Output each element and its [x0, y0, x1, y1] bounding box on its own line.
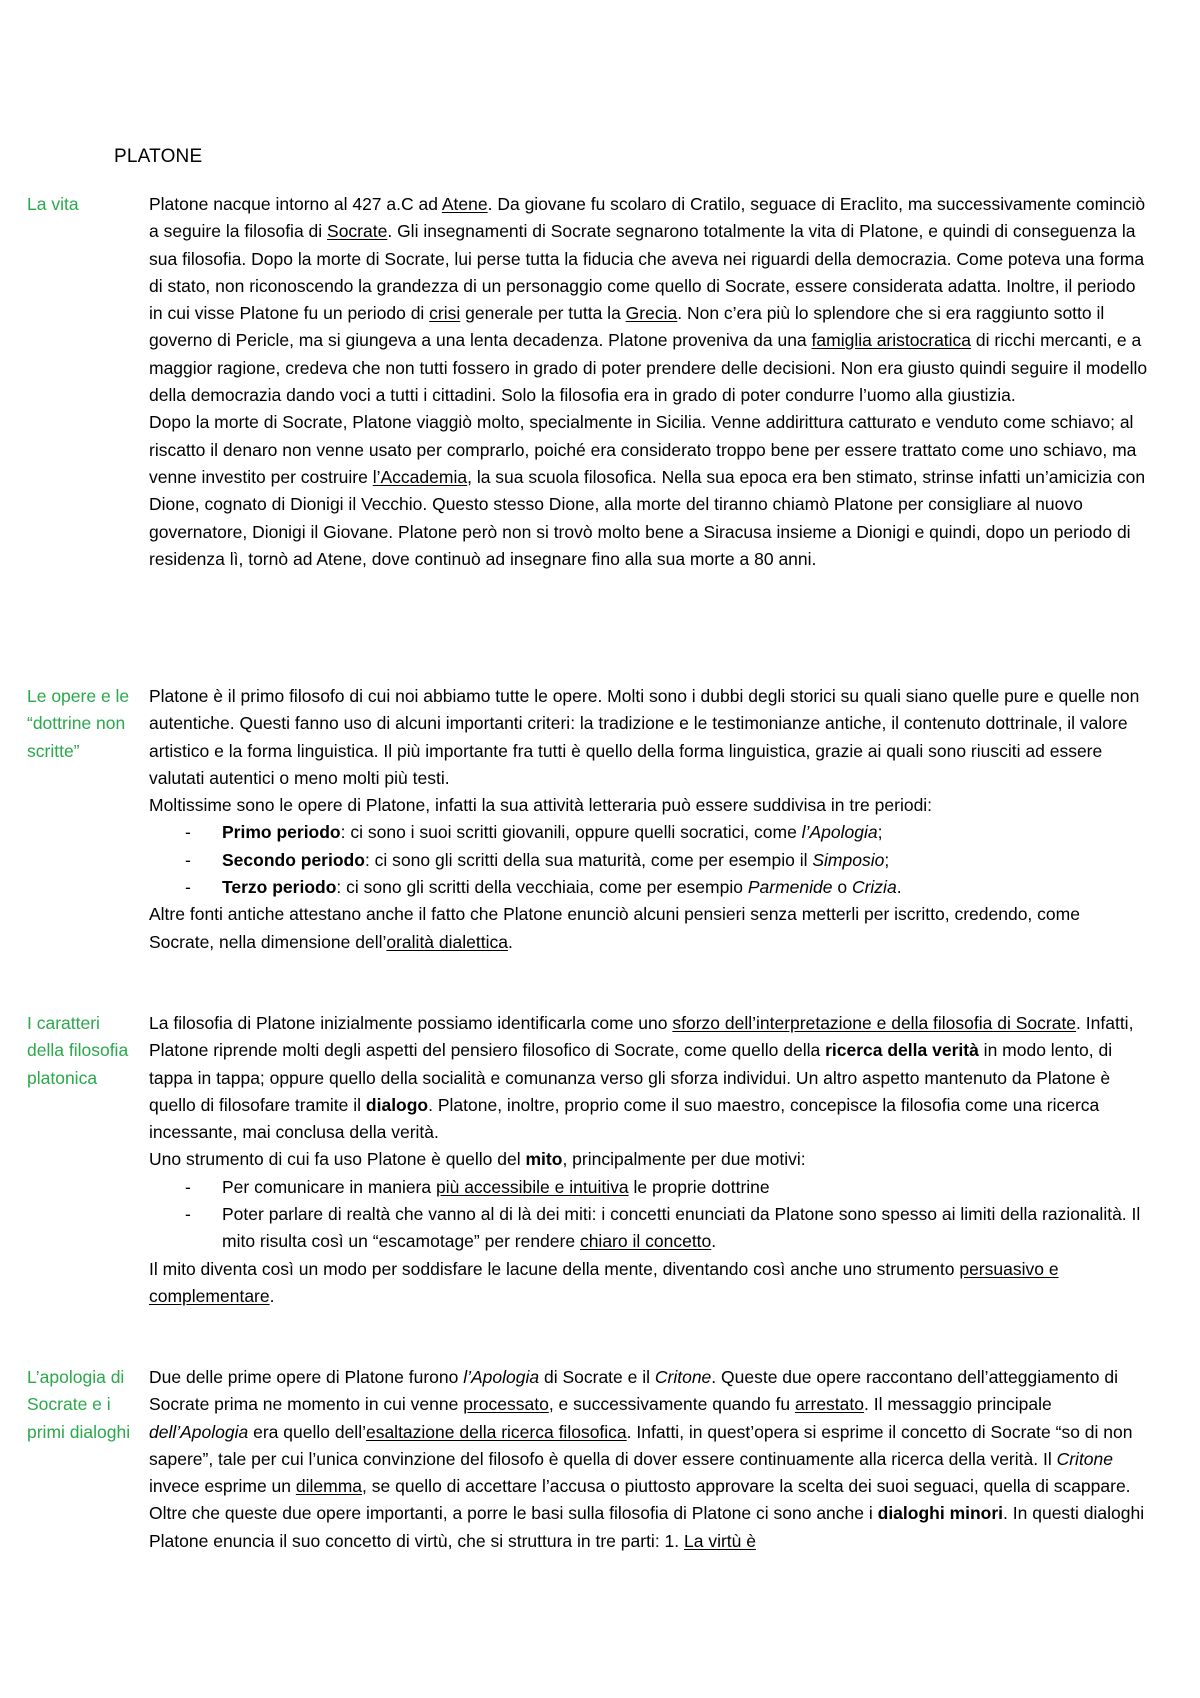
section-body — [149, 683, 1149, 956]
document-title: PLATONE — [114, 146, 203, 167]
paragraph: Due delle prime opere di Platone furono l’Apologia di Socrate e il Critone. Queste due opere raccontano dell’atteggiamento di Socrate prima ne momento in cui venne processato, e successivamente quando fu arrestato. Il messaggio principale dell’Apologia era quello dell’esaltazione della ricerca filosofica. Infatti, in quest’opera si esprime il concetto di Socrate “so di non sapere”, tale per cui l’unica convinzione del filosofo è quella di dover essere continuamente alla ricerca della verità. Il Critone invece esprime un dilemma, se quello di accettare l’accusa o piuttosto approvare la scelta dei suoi seguaci, quella di scappare. — [149, 1367, 1133, 1497]
section-label: La vita — [27, 194, 79, 214]
paragraph: Il mito diventa così un modo per soddisfare le lacune della mente, diventando così anche uno strumento persuasivo e complementare. — [149, 1258, 1059, 1306]
motives-list — [149, 1174, 1149, 1256]
paragraph: Altre fonti antiche attestano anche il fatto che Platone enunciò alcuni pensieri senza metterli per iscritto, credendo, come Socrate, nella dimensione dell’oralità dialettica. — [149, 904, 1080, 952]
section-body — [149, 1364, 1149, 1555]
paragraph: La filosofia di Platone inizialmente possiamo identificarla come uno sforzo dell’interpretazione e della filosofia di Socrate. Infatti, Platone riprende molti degli aspetti del pensiero filosofico di Socrate, come quello della ricerca della verità in modo lento, di tappa in tappa; oppure quello della socialità e comunanza verso gli sforza individui. Un altro aspetto mantenuto da Platone è quello di filosofare tramite il dialogo. Platone, inoltre, proprio come il suo maestro, concepisce la filosofia come una ricerca incessante, mai conclusa della verità. — [149, 1013, 1134, 1143]
section-label: Le opere e le “dottrine non scritte” — [27, 686, 130, 761]
list-item: - Poter parlare di realtà che vanno al di là dei miti: i concetti enunciati da Platone sono spesso ai limiti della razionalità. Il mito risulta così un “escamotage” per rendere chiaro il concetto. — [149, 1201, 1149, 1256]
paragraph: Dopo la morte di Socrate, Platone viaggiò molto, specialmente in Sicilia. Venne addirittura catturato e venduto come schiavo; al riscatto il denaro non venne usato per comprarlo, poiché era considerato troppo bene per essere trattato come uno schiavo, ma venne investito per costruire l’Accademia, la sua scuola filosofica. Nella sua epoca era ben stimato, strinse infatti un’amicizia con Dione, cognato di Dionigi il Vecchio. Questo stesso Dione, alla morte del tiranno chiamò Platone per consigliare al nuovo governatore, Dionigi il Giovane. Platone però non si trovò molto bene a Siracusa insieme a Dionigi e quindi, dopo un periodo di residenza lì, tornò ad Atene, dove continuò ad insegnare fino alla sua morte a 80 anni. — [149, 412, 1146, 569]
section-label: I caratteri della filosofia platonica — [27, 1013, 129, 1088]
list-item: - Per comunicare in maniera più accessibile e intuitiva le proprie dottrine — [149, 1174, 1149, 1201]
paragraph: Platone è il primo filosofo di cui noi abbiamo tutte le opere. Molti sono i dubbi degli storici su quali siano quelle pure e quelle non autentiche. Questi fanno uso di alcuni importanti criteri: la tradizione e le testimonianze antiche, il contenuto dottrinale, il valore artistico e la forma linguistica. Il più importante fra tutti è quello della forma linguistica, grazie ai quali sono riusciti ad essere valutati autentici o meno molti più testi. — [149, 686, 1140, 788]
section-label: L’apologia di Socrate e i primi dialoghi — [27, 1367, 131, 1442]
list-item: - Terzo periodo: ci sono gli scritti della vecchiaia, come per esempio Parmenide o Crizia. — [149, 874, 1149, 901]
paragraph: Moltissime sono le opere di Platone, infatti la sua attività letteraria può essere suddivisa in tre periodi: — [149, 795, 933, 816]
paragraph: Uno strumento di cui fa uso Platone è quello del mito, principalmente per due motivi: — [149, 1149, 806, 1170]
list-item: - Secondo periodo: ci sono gli scritti della sua maturità, come per esempio il Simposio; — [149, 847, 1149, 874]
list-item: - Primo periodo: ci sono i suoi scritti giovanili, oppure quelli socratici, come l’Apologia; — [149, 819, 1149, 846]
section-body — [149, 1010, 1149, 1310]
periods-list — [149, 819, 1149, 901]
paragraph: Oltre che queste due opere importanti, a porre le basi sulla filosofia di Platone ci sono anche i dialoghi minori. In questi dialoghi Platone enuncia il suo concetto di virtù, che si struttura in tre parti: 1. La virtù è — [149, 1503, 1145, 1551]
paragraph: Platone nacque intorno al 427 a.C ad Atene. Da giovane fu scolaro di Cratilo, seguace di Eraclito, ma successivamente cominciò a seguire la filosofia di Socrate. Gli insegnamenti di Socrate segnarono totalmente la vita di Platone, e quindi di conseguenza la sua filosofia. Dopo la morte di Socrate, lui perse tutta la fiducia che aveva nei riguardi della democrazia. Come poteva una forma di stato, non riconoscendo la grandezza di un personaggio come quello di Socrate, essere considerata adatta. Inoltre, il periodo in cui visse Platone fu un periodo di crisi generale per tutta la Grecia. Non c’era più lo splendore che si era raggiunto sotto il governo di Pericle, ma si giungeva a una lenta decadenza. Platone proveniva da una famiglia aristocratica di ricchi mercanti, e a maggior ragione, credeva che non tutti fossero in grado di poter prendere delle decisioni. Non era giusto quindi seguire il modello della democrazia dando voci a tutti i cittadini. Solo la filosofia era in grado di poter condurre l’uomo alla giustizia. — [149, 194, 1148, 406]
section-body — [149, 191, 1149, 573]
